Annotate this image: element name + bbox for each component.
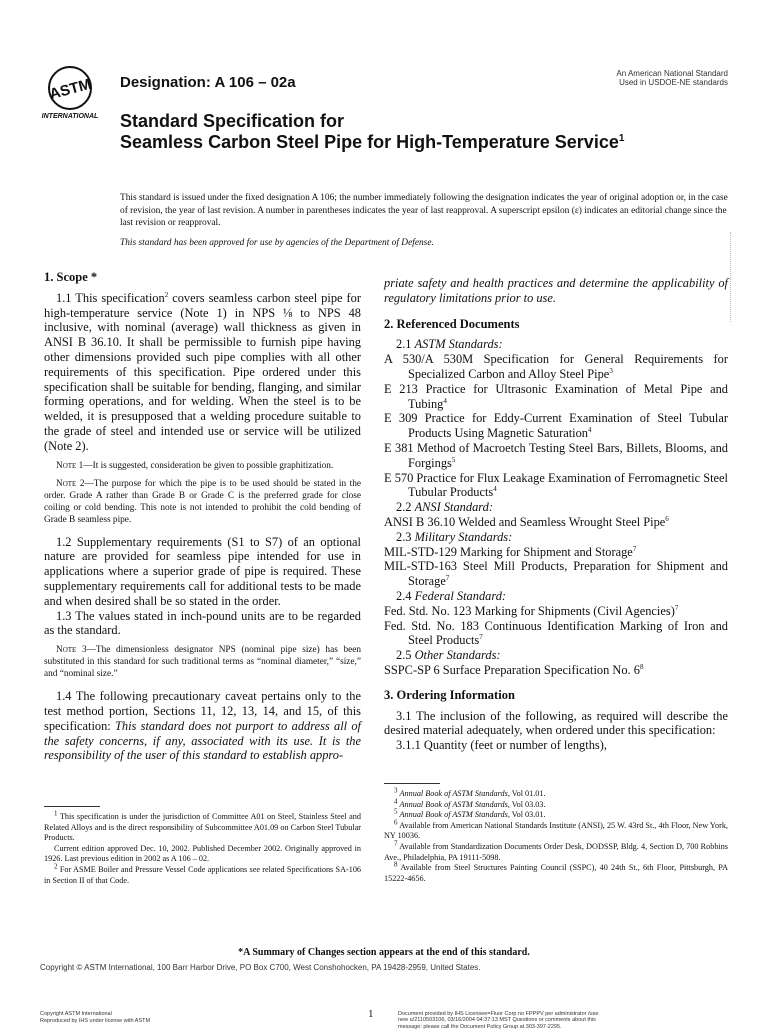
note-3 <box>44 644 361 680</box>
ansi-title: ANSI Standard: <box>414 500 493 515</box>
other-num: 2.5 <box>396 648 415 663</box>
preamble <box>120 192 730 249</box>
footnote-5-b: , Vol 03.01. <box>507 810 546 820</box>
footnotes-left <box>44 809 362 886</box>
ansi-num: 2.2 <box>396 500 415 515</box>
footnote-8: $^8$ Available from Steel Structures Painting Council (SSPC), 40 24th St., 6th Floor, Pittsburgh, PA 15222-4656. <box>384 860 728 883</box>
license-notice <box>40 1011 150 1025</box>
ans-line2: Used in USDOE-NE standards <box>619 78 728 87</box>
ref-ansi-text: ANSI B 36.10 Welded and Seamless Wrought Steel Pipe <box>384 514 666 529</box>
footnote-3-b: , Vol 01.01. <box>507 789 546 798</box>
ref-mil163 <box>384 559 728 589</box>
para-1-4-a: 1.4 The following precautionary caveat pertains only to the test method portion, Sections 11, 12, 13, 14, and 15, of this specification: <box>44 689 361 733</box>
title-line2-text: Seamless Carbon Steel Pipe for High-Temperature Service <box>120 132 619 152</box>
footnote-6: $^6$ Available from American National Standards Institute (ANSI), 25 W. 43rd St., 4th Floor, New York, NY 10036. <box>384 818 728 841</box>
title-line2 <box>120 132 624 153</box>
footnote-rule-right <box>384 783 440 784</box>
ref-fed183-text: Fed. Std. No. 183 Continuous Identification Marking of Iron and Steel Products <box>384 618 728 648</box>
astm-logo <box>40 64 114 120</box>
refs-heading: 2. Referenced Documents <box>384 316 520 331</box>
note-3-label: Note <box>56 645 77 656</box>
ref-sspc-sup: 8 <box>639 662 644 671</box>
footnote-3-a: Annual Book of ASTM Standards <box>399 789 508 798</box>
footnote-5-a: Annual Book of ASTM Standards <box>399 810 508 820</box>
right-column <box>384 276 728 753</box>
note-3-text: 3—The dimensionless designator NPS (nominal pipe size) has been substituted in this standard for such traditional terms as “nominal diameter,” “size,” and “nominal size.” <box>44 645 361 680</box>
mil-title: Military Standards: <box>414 529 513 544</box>
para-1-1-a: 1.1 This specification <box>56 290 165 305</box>
logo-sub: INTERNATIONAL <box>41 113 99 120</box>
note-2 <box>44 478 361 526</box>
footnote-4-b: , Vol 03.03. <box>507 799 546 809</box>
footnote-5: $^5$ Annual Book of ASTM Standards, Vol 03.01. <box>394 807 546 820</box>
ref-fed123-text: Fed. Std. No. 123 Marking for Shipments (Civil Agencies) <box>384 603 675 618</box>
footnote-2-text: For ASME Boiler and Pressure Vessel Code applications see related Specifications SA-106 in Section II of that Code. <box>44 864 362 885</box>
scope-heading: 1. Scope * <box>44 270 98 284</box>
note-1-label: Note <box>56 460 77 471</box>
federal-standard-label <box>384 589 728 604</box>
ref-mil163-sup: 7 <box>445 574 450 583</box>
logo-text: ASTM <box>47 75 94 104</box>
ref-ansi-sup: 6 <box>665 514 669 523</box>
ref-a530-text: A 530/A 530M Specification for General Requirements for Specialized Carbon and Alloy Steel Pipe <box>384 352 728 381</box>
ref-e381 <box>384 441 728 471</box>
para-1-3: 1.3 The values stated in inch-pound units are to be regarded as the standard. <box>44 608 361 638</box>
ref-e309-sup: 4 <box>588 426 592 435</box>
footnote-4: $^4$ Annual Book of ASTM Standards, Vol 03.03. <box>394 796 546 809</box>
fed-title: Federal Standard: <box>414 588 507 603</box>
para-1-2: 1.2 Supplementary requirements (S1 to S7) of an optional nature are provided for seamless pipe intended for use in applications where a superior grade of pipe is required. These supplementary requirements call for additional tests to be made and when desired shall be so stated in the order. <box>44 534 361 608</box>
footnote-2: $^2$ For ASME Boiler and Pressure Vessel Code applications see related Specifications SA-106 in Section II of that Code. <box>44 862 362 885</box>
note-1-text: 1—It is suggested, consideration be given to possible graphitization. <box>76 460 334 471</box>
footnote-1-b: Current edition approved Dec. 10, 2002. Published December 2002. Originally approved in 1926. Last previous edition in 2002 as A 106 – 02. <box>44 843 361 864</box>
ref-sspc-text: SSPC-SP 6 Surface Preparation Specification No. 6 <box>384 662 640 677</box>
ref-e309 <box>384 411 728 441</box>
dod-approval: This standard has been approved for use by agencies of the Department of Defense. <box>120 237 434 248</box>
ref-fed183-sup: 7 <box>479 633 483 642</box>
left-column <box>44 270 361 763</box>
ansi-standard-label <box>384 500 728 515</box>
footnotes-right <box>384 786 728 884</box>
para-3-1: 3.1 The inclusion of the following, as required will describe the desired material adequately, when ordered under this specification: <box>384 708 728 738</box>
ref-mil163-text: MIL-STD-163 Steel Mill Products, Preparation for Shipment and Storage <box>384 559 728 589</box>
footnote-1-text: This specification is under the jurisdiction of Committee A01 on Steel, Stainless Steel and Related Alloys and is the direct responsibility of Subcommittee A01.09 on Carbon Steel Tubular Products. <box>44 812 361 843</box>
footnote-ref-2: 2 <box>164 290 169 299</box>
astm-num: 2.1 <box>396 337 415 352</box>
provider-line3: message: please call the Document Policy Group at 303-397-2295. <box>398 1023 562 1030</box>
license-line1: Copyright ASTM International <box>40 1011 112 1017</box>
ans-line1: An American National Standard <box>616 69 728 78</box>
designation: Designation: A 106 – 02a <box>120 74 296 91</box>
title-line1: Standard Specification for <box>120 111 345 131</box>
provider-line2: new u/2110503106, 03/16/2004 04:37:13 MST Questions or comments about this <box>398 1017 596 1024</box>
ref-a530 <box>384 352 728 382</box>
ref-ansi <box>384 515 728 530</box>
footnote-1: $^1$ This specification is under the jurisdiction of Committee A01 on Steel, Stainless Steel and Related Alloys and is the direct responsibility of Subcommittee A01.09 on Carbon Steel Tubular Products. <box>44 809 361 843</box>
footnote-4-a: Annual Book of ASTM Standards <box>399 799 508 809</box>
provider-line1: Document provided by IHS Licensee=Fluor Corp no FPPPV per administrator /use <box>398 1011 599 1017</box>
ref-mil129 <box>384 545 728 560</box>
para-1-4 <box>44 689 361 763</box>
ref-fed123 <box>384 604 728 619</box>
title-footnote-mark: 1 <box>618 133 625 144</box>
page-number: 1 <box>368 1008 374 1020</box>
footnote-rule-left <box>44 806 100 807</box>
scope-continuation: priate safety and health practices and determine the applicability of regulatory limitations prior to use. <box>384 276 728 305</box>
summary-notice: *A Summary of Changes section appears at the end of this standard. <box>238 947 530 958</box>
copyright: Copyright © ASTM International, 100 Barr Harbor Drive, PO Box C700, West Conshohocken, PA 19428-2959, United States. <box>40 963 481 972</box>
note-2-label: Note <box>56 478 77 489</box>
margin-mark <box>730 232 735 322</box>
military-standards-label <box>384 530 728 545</box>
footnote-8-text: Available from Steel Structures Painting Council (SSPC), 40 24th St., 6th Floor, Pittsburgh, PA 15222-4656. <box>384 863 728 883</box>
ref-e381-sup: 5 <box>451 455 456 464</box>
footnote-7: $^7$ Available from Standardization Documents Order Desk, DODSSP, Bldg. 4, Section D, 700 Robbins Ave., Philadelphia, PA 19111-5098. <box>384 839 728 862</box>
ref-fed123-sup: 7 <box>674 603 679 612</box>
ref-e309-text: E 309 Practice for Eddy-Current Examination of Steel Tubular Products Using Magnetic Saturation <box>384 411 728 441</box>
ref-a530-sup: 3 <box>609 366 613 375</box>
para-1-4-b: This standard does not purport to address all of the safety concerns, if any, associated with its use. It is the responsibility of the user of this standard to establish appro- <box>44 718 361 763</box>
para-3-1-1: 3.1.1 Quantity (feet or number of lengths), <box>396 738 607 753</box>
ans-notice <box>616 69 728 87</box>
ref-e213-sup: 4 <box>443 396 447 405</box>
ref-e381-text: E 381 Method of Macroetch Testing Steel Bars, Billets, Blooms, and Forgings <box>384 440 728 470</box>
license-line2: Reproduced by IHS under license with ASTM <box>40 1018 151 1024</box>
ref-e213 <box>384 382 728 412</box>
ref-mil129-sup: 7 <box>632 544 637 553</box>
ref-e213-text: E 213 Practice for Ultrasonic Examination of Metal Pipe and Tubing <box>384 381 728 411</box>
mil-num: 2.3 <box>396 529 415 544</box>
footnote-3: $^3$ Annual Book of ASTM Standards, Vol 01.01. <box>394 786 546 798</box>
preamble-text: This standard is issued under the fixed designation A 106; the number immediately following the designation indicates the year of original adoption or, in the case of revision, the year of last revision. A number in parentheses indicates the year of last reapproval. A superscript epsilon (ε) indicates an editorial change since the last revision or reapproval. <box>120 193 728 228</box>
ref-sspc <box>384 663 728 678</box>
ordering-heading: 3. Ordering Information <box>384 687 515 702</box>
footnote-6-text: Available from American National Standards Institute (ANSI), 25 W. 43rd St., 4th Floor, New York, NY 10036. <box>384 820 728 841</box>
ref-e570-text: E 570 Practice for Flux Leakage Examination of Ferromagnetic Steel Tubular Products <box>384 470 728 500</box>
ref-e570-sup: 4 <box>493 485 497 494</box>
other-standards-label <box>384 648 728 663</box>
document-provider-notice <box>398 1011 648 1030</box>
other-title: Other Standards: <box>414 648 501 663</box>
note-1 <box>44 460 361 472</box>
document-title <box>120 111 624 153</box>
para-1-1-b: covers seamless carbon steel pipe for high-temperature service (Note 1) in NPS ⅛ to NPS 48 inclusive, with nominal (average) wall thickness as given in ANSI B 36.10. It shall be permissible to furnish pipe having other dimensions provided such pipe complies with all other requirements of this specification. Pipe ordered under this specification shall be suitable for bending, flanging, and similar forming operations, and for welding. When the steel is to be welded, it is presupposed that a welding procedure suitable to the grade of steel and intended use or service will be utilized (Note 2). <box>44 290 362 453</box>
fed-num: 2.4 <box>396 588 415 603</box>
astm-standards-label <box>384 337 728 352</box>
astm-title: ASTM Standards: <box>414 337 503 352</box>
ref-mil129-text: MIL-STD-129 Marking for Shipment and Storage <box>384 544 633 559</box>
note-2-text: 2—The purpose for which the pipe is to be used should be stated in the order. Grade A rather than Grade B or Grade C is the preferred grade for close coiling or cold bending. This note is not intended to prohibit the cold bending of Grade B seamless pipe. <box>44 478 361 525</box>
footnote-7-text: Available from Standardization Documents Order Desk, DODSSP, Bldg. 4, Section D, 700 Robbins Ave., Philadelphia, PA 19111-5098. <box>384 841 728 862</box>
ref-fed183 <box>384 619 728 649</box>
ref-e570 <box>384 471 728 501</box>
para-1-1 <box>44 291 361 454</box>
